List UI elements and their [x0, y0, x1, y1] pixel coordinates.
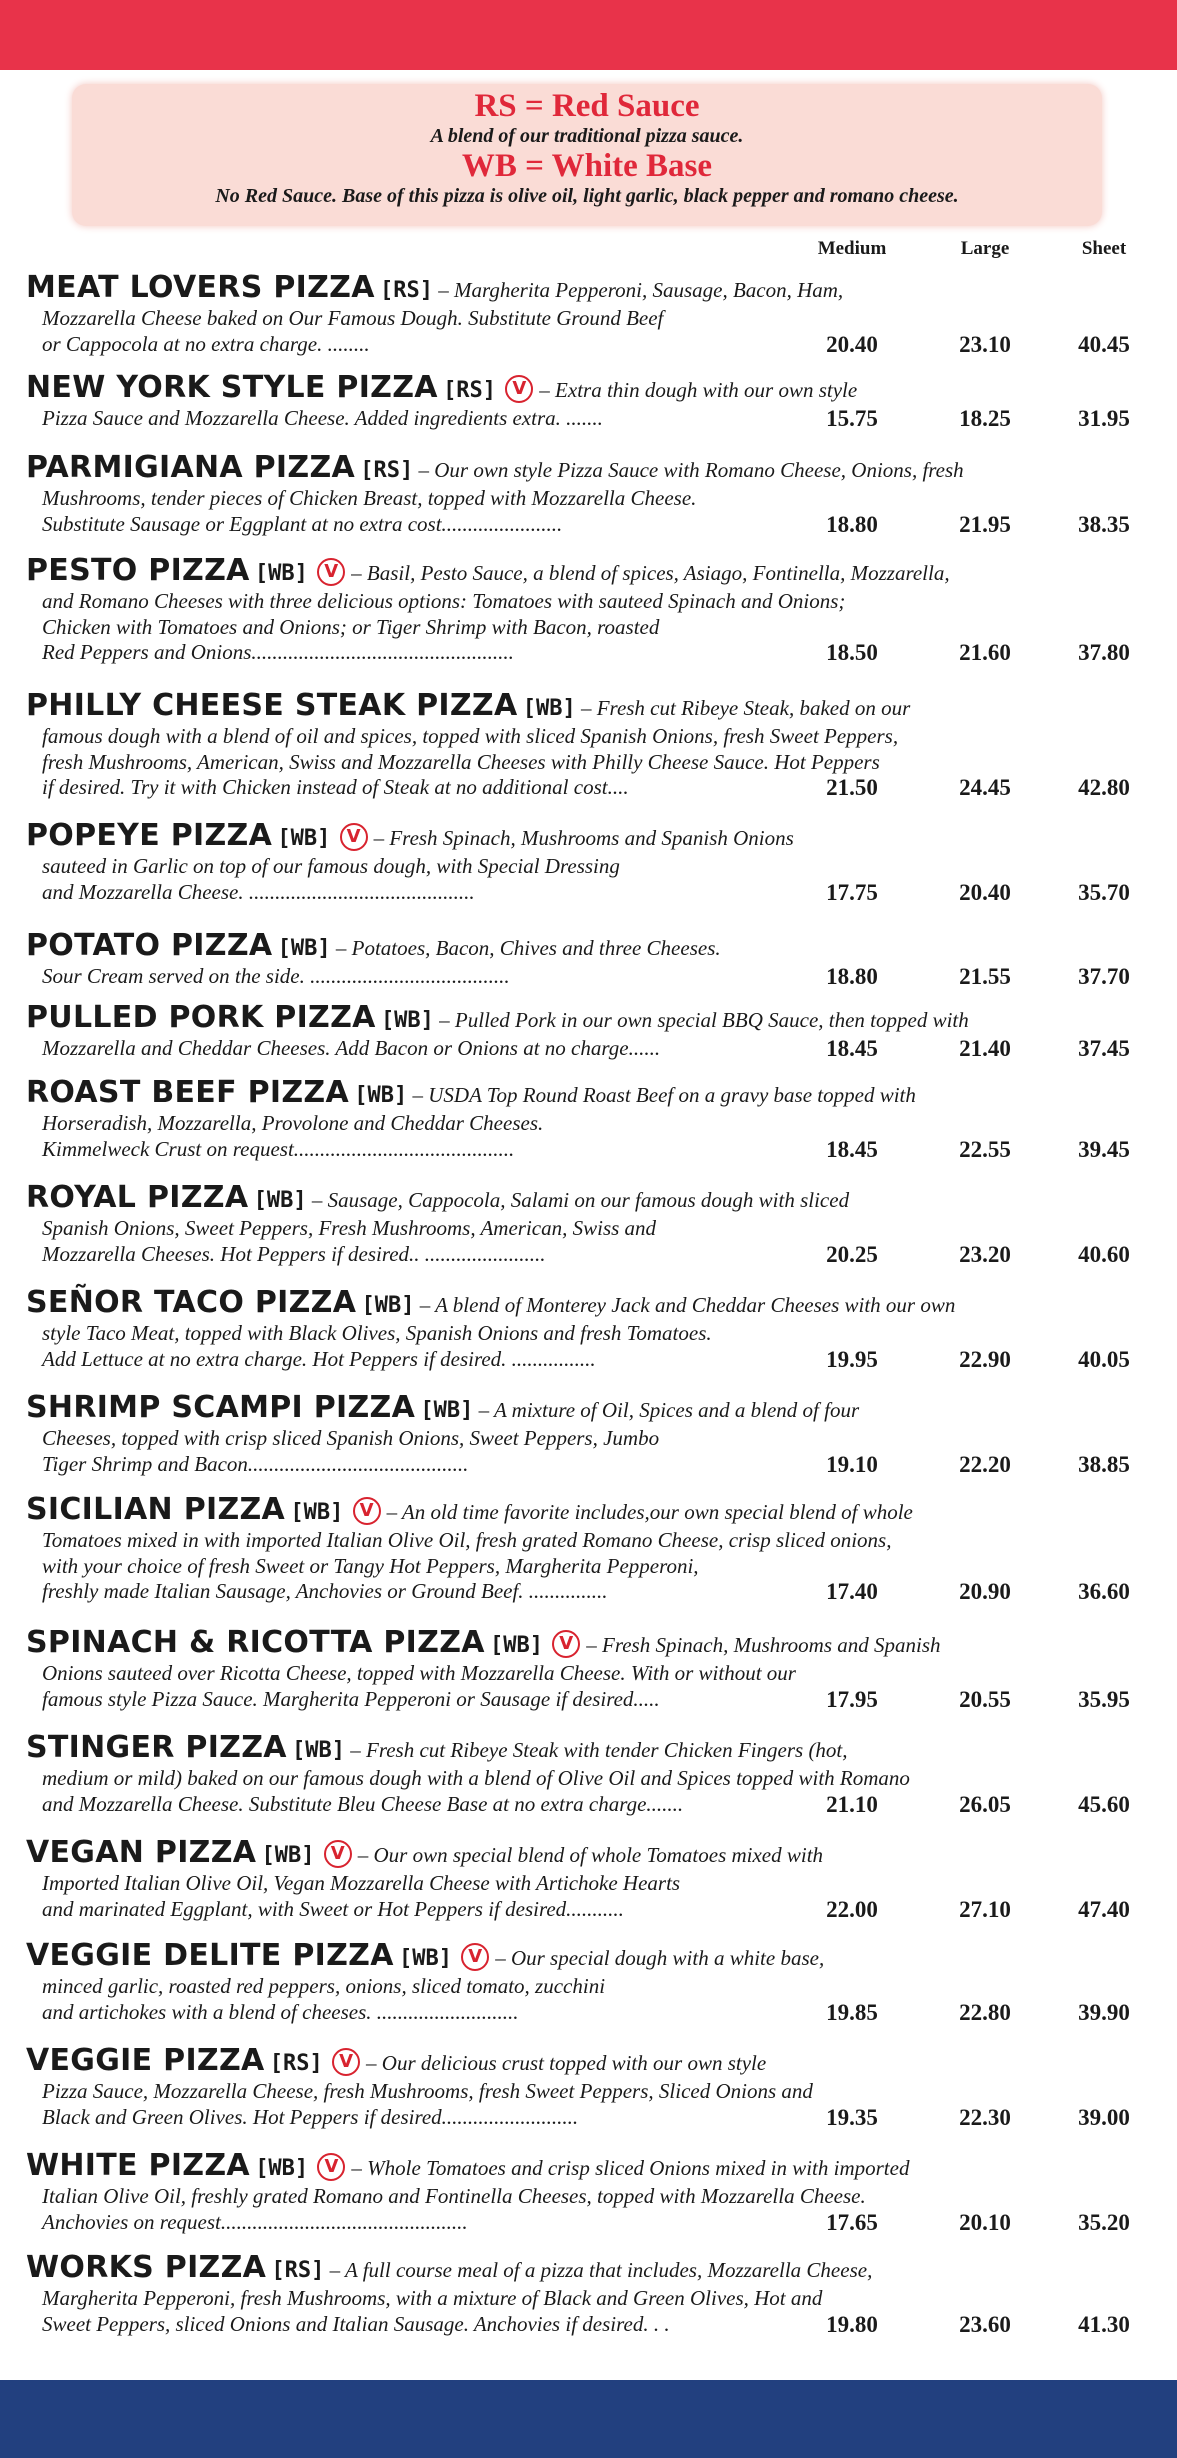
- menu-item-header: [26, 1075, 1150, 1111]
- menu-item: [26, 1285, 1150, 1372]
- menu-item: [26, 2250, 1150, 2337]
- menu-item-header: [26, 1000, 1150, 1036]
- column-header-large: Large: [960, 238, 1010, 259]
- menu-item-header: [26, 1492, 1150, 1528]
- pizza-description: Mushrooms, tender pieces of Chicken Breast, topped with Mozzarella Cheese.: [42, 486, 697, 510]
- price-large: 22.80: [959, 1999, 1011, 2025]
- price-medium: 20.40: [826, 331, 878, 357]
- pizza-description: – A blend of Monterey Jack and Cheddar Cheeses with our own: [419, 1293, 956, 1317]
- menu-item-description-line: [26, 406, 1150, 432]
- pizza-description: – Potatoes, Bacon, Chives and three Cheeses.: [335, 936, 721, 960]
- menu-item-description-line: [26, 1426, 1150, 1452]
- price-large: 21.40: [959, 1036, 1011, 1061]
- sauce-tag: [WB]: [254, 561, 308, 586]
- price-medium: 17.75: [826, 879, 878, 905]
- menu-item-description-line: [26, 1974, 1150, 2000]
- menu-item-description-line: [26, 1687, 1150, 1713]
- menu-item-description-line: [26, 1792, 1150, 1818]
- menu-item-description-line: [26, 486, 1150, 512]
- pizza-description: and Romano Cheeses with three delicious options: Tomatoes with sauteed Spinach and Onions;: [42, 589, 846, 613]
- pizza-description: Tomatoes mixed in with imported Italian Olive Oil, fresh grated Romano Cheese, crisp sliced onions,: [42, 1528, 892, 1552]
- pizza-description: – Pulled Pork in our own special BBQ Sauce, then topped with: [439, 1008, 969, 1032]
- top-color-band: [0, 0, 1177, 70]
- pizza-description: – Fresh Spinach, Mushrooms and Spanish Onions: [373, 826, 794, 850]
- price-sheet: 40.05: [1078, 1346, 1130, 1372]
- price-large: 20.55: [959, 1686, 1011, 1712]
- pizza-description: Cheeses, topped with crisp sliced Spanish Onions, Sweet Peppers, Jumbo: [42, 1426, 660, 1450]
- pizza-description: – Our own style Pizza Sauce with Romano Cheese, Onions, fresh: [418, 458, 964, 482]
- pizza-description: famous dough with a blend of oil and spices, topped with sliced Spanish Onions, fresh Sweet Peppers,: [42, 724, 899, 748]
- vegetarian-icon: V: [332, 2048, 360, 2076]
- price-sheet: 40.60: [1078, 1241, 1130, 1267]
- pizza-description: – Fresh cut Ribeye Steak, baked on our: [580, 696, 911, 720]
- pizza-description: – Basil, Pesto Sauce, a blend of spices, Asiago, Fontinella, Mozzarella,: [351, 561, 950, 585]
- column-header-medium: Medium: [817, 238, 887, 259]
- price-large: 22.20: [959, 1451, 1011, 1477]
- pizza-description: Red Peppers and Onions..................................................: [42, 640, 514, 664]
- menu-item: [26, 1180, 1150, 1267]
- price-medium: 18.80: [826, 511, 878, 537]
- pizza-name: STINGER PIZZA: [26, 1730, 287, 1765]
- pizza-description: or Cappocola at no extra charge. ........: [42, 331, 370, 356]
- price-large: 22.90: [959, 1346, 1011, 1372]
- sauce-tag: [WB]: [261, 1843, 315, 1868]
- pizza-name: SEÑOR TACO PIZZA: [26, 1285, 357, 1320]
- pizza-name: POTATO PIZZA: [26, 928, 273, 963]
- menu-item-header: [26, 553, 1150, 589]
- pizza-name: NEW YORK STYLE PIZZA: [26, 370, 438, 405]
- pizza-description: medium or mild) baked on our famous dough with a blend of Olive Oil and Spices topped with Romano: [42, 1766, 910, 1790]
- pizza-description: and artichokes with a blend of cheeses. ...........................: [42, 1999, 519, 2024]
- pizza-name: PHILLY CHEESE STEAK PIZZA: [26, 688, 518, 723]
- pizza-description: fresh Mushrooms, American, Swiss and Mozzarella Cheeses with Philly Cheese Sauce. Hot Peppers: [42, 749, 880, 774]
- menu-item-description-line: [26, 306, 1150, 332]
- pizza-name: SICILIAN PIZZA: [26, 1492, 286, 1527]
- pizza-description: – USDA Top Round Roast Beef on a gravy base topped with: [412, 1083, 916, 1107]
- pizza-description: and marinated Eggplant, with Sweet or Hot Peppers if desired...........: [42, 1896, 624, 1921]
- menu-item-description-line: [26, 1579, 1150, 1605]
- price-sheet: 42.80: [1078, 775, 1130, 800]
- menu-item: [26, 1000, 1150, 1062]
- menu-item-description-line: [26, 1554, 1150, 1580]
- price-large: 21.95: [959, 511, 1011, 537]
- price-large: 18.25: [959, 406, 1011, 431]
- price-large: 23.20: [959, 1241, 1011, 1267]
- pizza-description: – Our special dough with a white base,: [495, 1946, 825, 1970]
- price-sheet: 35.70: [1078, 879, 1130, 905]
- vegetarian-icon: V: [505, 375, 533, 403]
- menu-item-description-line: [26, 1036, 1150, 1062]
- price-medium: 19.95: [826, 1346, 878, 1372]
- price-sheet: 39.00: [1078, 2104, 1130, 2130]
- pizza-name: PARMIGIANA PIZZA: [26, 450, 356, 485]
- vegetarian-icon: V: [353, 1497, 381, 1525]
- price-sheet: 35.20: [1078, 2209, 1130, 2235]
- menu-item-description-line: [26, 1452, 1150, 1478]
- sauce-tag: [RS]: [360, 458, 414, 483]
- pizza-description: Onions sauteed over Ricotta Cheese, topped with Mozzarella Cheese. With or without our: [42, 1661, 796, 1685]
- pizza-name: WORKS PIZZA: [26, 2250, 267, 2285]
- menu-item-description-line: [26, 750, 1150, 776]
- pizza-description: famous style Pizza Sauce. Margherita Pepperoni or Sausage if desired.....: [42, 1686, 660, 1711]
- pizza-description: Substitute Sausage or Eggplant at no extra cost.......................: [42, 511, 563, 536]
- pizza-description: Mozzarella and Cheddar Cheeses. Add Bacon or Onions at no charge......: [42, 1036, 661, 1060]
- pizza-name: PESTO PIZZA: [26, 553, 250, 588]
- menu-item-description-line: [26, 2184, 1150, 2210]
- sauce-tag: [WB]: [277, 826, 331, 851]
- vegetarian-icon: V: [317, 2153, 345, 2181]
- pizza-name: VEGGIE DELITE PIZZA: [26, 1938, 394, 1973]
- menu-item-description-line: [26, 2312, 1150, 2338]
- menu-item-description-line: [26, 640, 1150, 666]
- price-sheet: 37.45: [1078, 1036, 1130, 1061]
- price-medium: 18.50: [826, 640, 878, 665]
- price-large: 22.30: [959, 2104, 1011, 2130]
- pizza-description: Sweet Peppers, sliced Onions and Italian Sausage. Anchovies if desired. . .: [42, 2311, 670, 2336]
- menu-item-header: [26, 2148, 1150, 2184]
- pizza-description: Pizza Sauce, Mozzarella Cheese, fresh Mushrooms, fresh Sweet Peppers, Sliced Onions and: [42, 2079, 813, 2103]
- sauce-tag: [WB]: [290, 1500, 344, 1525]
- menu-item-description-line: [26, 880, 1150, 906]
- menu-item-description-line: [26, 615, 1150, 641]
- menu-item-description-line: [26, 1766, 1150, 1792]
- pizza-name: VEGGIE PIZZA: [26, 2043, 265, 2078]
- menu-item-description-line: [26, 2079, 1150, 2105]
- pizza-name: ROAST BEEF PIZZA: [26, 1075, 349, 1110]
- pizza-description: – A mixture of Oil, Spices and a blend of four: [478, 1398, 860, 1422]
- menu-item: [26, 2148, 1150, 2235]
- pizza-description: – An old time favorite includes,our own special blend of whole: [386, 1500, 913, 1524]
- pizza-description: sauteed in Garlic on top of our famous dough, with Special Dressing: [42, 854, 620, 878]
- legend-wb-description: No Red Sauce. Base of this pizza is olive oil, light garlic, black pepper and romano cheese.: [215, 185, 959, 207]
- pizza-description: minced garlic, roasted red peppers, onions, sliced tomato, zucchini: [42, 1974, 606, 1998]
- pizza-name: ROYAL PIZZA: [26, 1180, 249, 1215]
- menu-item: [26, 1492, 1150, 1605]
- menu-item-header: [26, 270, 1150, 306]
- menu-item-description-line: [26, 2210, 1150, 2236]
- sauce-tag: [WB]: [361, 1293, 415, 1318]
- menu-item-header: [26, 450, 1150, 486]
- pizza-name: VEGAN PIZZA: [26, 1835, 257, 1870]
- price-medium: 18.80: [826, 964, 878, 989]
- menu-item-header: [26, 1835, 1150, 1871]
- price-sheet: 39.90: [1078, 1999, 1130, 2025]
- pizza-description: – Fresh cut Ribeye Steak with tender Chicken Fingers (hot,: [350, 1738, 848, 1762]
- price-medium: 18.45: [826, 1136, 878, 1162]
- pizza-description: freshly made Italian Sausage, Anchovies or Ground Beef. ...............: [42, 1579, 608, 1603]
- pizza-description: Imported Italian Olive Oil, Vegan Mozzarella Cheese with Artichoke Hearts: [42, 1871, 681, 1895]
- menu-item: [26, 1835, 1150, 1922]
- price-medium: 17.95: [826, 1686, 878, 1712]
- price-sheet: 35.95: [1078, 1686, 1130, 1712]
- pizza-description: Sour Cream served on the side. ......................................: [42, 964, 510, 988]
- menu-item-description-line: [26, 2105, 1150, 2131]
- menu-item: [26, 1938, 1150, 2025]
- price-large: 23.10: [959, 331, 1011, 357]
- price-large: 20.40: [959, 879, 1011, 905]
- menu-item: [26, 688, 1150, 801]
- price-medium: 19.80: [826, 2311, 878, 2337]
- menu-item-description-line: [26, 1661, 1150, 1687]
- legend-rs-description: A blend of our traditional pizza sauce.: [430, 125, 744, 147]
- menu-item-header: [26, 2250, 1150, 2286]
- price-sheet: 40.45: [1078, 331, 1130, 357]
- pizza-description: Anchovies on request...............................................: [42, 2209, 468, 2234]
- menu-item: [26, 818, 1150, 905]
- menu-item-description-line: [26, 1111, 1150, 1137]
- pizza-description: Black and Green Olives. Hot Peppers if desired..........................: [42, 2104, 579, 2129]
- pizza-description: Tiger Shrimp and Bacon..........................................: [42, 1451, 469, 1476]
- menu-item: [26, 2043, 1150, 2130]
- price-medium: 17.65: [826, 2209, 878, 2235]
- price-medium: 18.45: [826, 1036, 878, 1061]
- menu-item: [26, 928, 1150, 990]
- vegetarian-icon: V: [324, 1840, 352, 1868]
- menu-item: [26, 450, 1150, 537]
- column-header-sheet: Sheet: [1081, 238, 1127, 259]
- pizza-name: SPINACH & RICOTTA PIZZA: [26, 1625, 485, 1660]
- price-medium: 17.40: [826, 1579, 878, 1604]
- menu-item: [26, 1075, 1150, 1162]
- menu-item-description-line: [26, 1321, 1150, 1347]
- sauce-tag: [RS]: [443, 378, 497, 403]
- pizza-description: and Mozzarella Cheese. Substitute Bleu Cheese Base at no extra charge.......: [42, 1791, 684, 1816]
- menu-item: [26, 1730, 1150, 1817]
- pizza-name: WHITE PIZZA: [26, 2148, 250, 2183]
- menu-item-header: [26, 818, 1150, 854]
- sauce-legend: [72, 84, 1102, 226]
- pizza-description: – Whole Tomatoes and crisp sliced Onions mixed in with imported: [351, 2156, 910, 2180]
- pizza-description: Italian Olive Oil, freshly grated Romano and Fontinella Cheeses, topped with Mozzarella Cheese.: [42, 2184, 866, 2208]
- menu-item: [26, 553, 1150, 666]
- price-large: 27.10: [959, 1896, 1011, 1922]
- menu-item-header: [26, 370, 1150, 406]
- pizza-description: – Our own special blend of whole Tomatoes mixed with: [357, 1843, 824, 1867]
- pizza-description: Chicken with Tomatoes and Onions; or Tiger Shrimp with Bacon, roasted: [42, 614, 660, 639]
- sauce-tag: [WB]: [420, 1398, 474, 1423]
- menu-item-description-line: [26, 589, 1150, 615]
- price-sheet: 39.45: [1078, 1136, 1130, 1162]
- menu-item-description-line: [26, 1242, 1150, 1268]
- price-medium: 21.50: [826, 775, 878, 800]
- price-large: 21.55: [959, 964, 1011, 989]
- menu-item-header: [26, 928, 1150, 964]
- price-medium: 15.75: [826, 406, 878, 431]
- price-large: 22.55: [959, 1136, 1011, 1162]
- pizza-description: – A full course meal of a pizza that includes, Mozzarella Cheese,: [329, 2258, 873, 2282]
- pizza-description: – Our delicious crust topped with our own style: [366, 2051, 767, 2075]
- menu-item-description-line: [26, 1871, 1150, 1897]
- price-large: 26.05: [959, 1791, 1011, 1817]
- menu-item: [26, 370, 1150, 432]
- pizza-description: – Sausage, Cappocola, Salami on our famous dough with sliced: [311, 1188, 850, 1212]
- menu-item-description-line: [26, 332, 1150, 358]
- pizza-description: Kimmelweck Crust on request..........................................: [42, 1136, 515, 1161]
- price-sheet: 41.30: [1078, 2311, 1130, 2337]
- sauce-tag: [WB]: [255, 2156, 309, 2181]
- pizza-name: PULLED PORK PIZZA: [26, 1000, 376, 1035]
- price-sheet: 31.95: [1078, 406, 1130, 431]
- pizza-description: – Extra thin dough with our own style: [539, 378, 858, 402]
- menu-item-header: [26, 2043, 1150, 2079]
- sauce-tag: [WB]: [277, 936, 331, 961]
- menu-item-description-line: [26, 1216, 1150, 1242]
- vegetarian-icon: V: [340, 823, 368, 851]
- pizza-name: MEAT LOVERS PIZZA: [26, 270, 375, 305]
- price-medium: 19.85: [826, 1999, 878, 2025]
- menu-item-description-line: [26, 964, 1150, 990]
- menu-item: [26, 1390, 1150, 1477]
- menu-item-header: [26, 1625, 1150, 1661]
- menu-item-description-line: [26, 512, 1150, 538]
- price-medium: 19.10: [826, 1451, 878, 1477]
- price-sheet: 36.60: [1078, 1579, 1130, 1604]
- price-large: 24.45: [959, 775, 1011, 800]
- price-medium: 21.10: [826, 1791, 878, 1817]
- menu-item-description-line: [26, 2286, 1150, 2312]
- menu-item-description-line: [26, 775, 1150, 801]
- menu-item-header: [26, 1180, 1150, 1216]
- menu-item-header: [26, 688, 1150, 724]
- price-large: 20.90: [959, 1579, 1011, 1604]
- pizza-description: Spanish Onions, Sweet Peppers, Fresh Mushrooms, American, Swiss and: [42, 1216, 657, 1240]
- pizza-description: if desired. Try it with Chicken instead of Steak at no additional cost....: [42, 775, 629, 799]
- sauce-tag: [WB]: [398, 1946, 452, 1971]
- menu-item-description-line: [26, 854, 1150, 880]
- pizza-description: Mozzarella Cheeses. Hot Peppers if desired.. .......................: [42, 1241, 546, 1266]
- pizza-description: Margherita Pepperoni, fresh Mushrooms, with a mixture of Black and Green Olives, Hot and: [42, 2286, 823, 2310]
- pizza-description: Pizza Sauce and Mozzarella Cheese. Added ingredients extra. .......: [42, 406, 603, 430]
- menu-item-description-line: [26, 1897, 1150, 1923]
- vegetarian-icon: V: [317, 558, 345, 586]
- price-large: 23.60: [959, 2311, 1011, 2337]
- bottom-color-band: [0, 2380, 1177, 2458]
- menu-item-description-line: [26, 1137, 1150, 1163]
- price-medium: 19.35: [826, 2104, 878, 2130]
- legend-rs-code: RS = Red Sauce: [474, 88, 700, 124]
- price-sheet: 47.40: [1078, 1896, 1130, 1922]
- menu-item-description-line: [26, 724, 1150, 750]
- pizza-description: – Fresh Spinach, Mushrooms and Spanish: [586, 1633, 941, 1657]
- pizza-description: style Taco Meat, topped with Black Olives, Spanish Onions and fresh Tomatoes.: [42, 1321, 712, 1345]
- pizza-description: and Mozzarella Cheese. ...........................................: [42, 879, 475, 904]
- menu-item-header: [26, 1390, 1150, 1426]
- sauce-tag: [WB]: [490, 1633, 543, 1658]
- pizza-description: – Margherita Pepperoni, Sausage, Bacon, Ham,: [438, 278, 844, 302]
- price-large: 21.60: [959, 640, 1011, 665]
- price-sheet: 37.70: [1078, 964, 1130, 989]
- menu-item: [26, 270, 1150, 357]
- menu-item-description-line: [26, 2000, 1150, 2026]
- price-medium: 22.00: [826, 1896, 878, 1922]
- legend-wb-code: WB = White Base: [461, 148, 713, 184]
- pizza-description: Add Lettuce at no extra charge. Hot Peppers if desired. ................: [42, 1346, 596, 1371]
- menu-item-description-line: [26, 1347, 1150, 1373]
- menu-item-header: [26, 1285, 1150, 1321]
- pizza-name: POPEYE PIZZA: [26, 818, 273, 853]
- menu-item-header: [26, 1938, 1150, 1974]
- price-sheet: 38.35: [1078, 511, 1130, 537]
- menu-item: [26, 1625, 1150, 1712]
- vegetarian-icon: V: [552, 1630, 580, 1658]
- sauce-tag: [WB]: [253, 1188, 307, 1213]
- pizza-name: SHRIMP SCAMPI PIZZA: [26, 1390, 416, 1425]
- sauce-tag: [RS]: [379, 278, 433, 303]
- menu-item-header: [26, 1730, 1150, 1766]
- price-sheet: 38.85: [1078, 1451, 1130, 1477]
- sauce-tag: [WB]: [292, 1738, 346, 1763]
- sauce-tag: [RS]: [269, 2051, 323, 2076]
- sauce-tag: [WB]: [354, 1083, 408, 1108]
- vegetarian-icon: V: [461, 1943, 489, 1971]
- pizza-description: Mozzarella Cheese baked on Our Famous Dough. Substitute Ground Beef: [42, 306, 664, 330]
- price-sheet: 45.60: [1078, 1791, 1130, 1817]
- price-large: 20.10: [959, 2209, 1011, 2235]
- sauce-tag: [RS]: [271, 2258, 325, 2283]
- sauce-tag: [WB]: [522, 696, 576, 721]
- pizza-description: with your choice of fresh Sweet or Tangy Hot Peppers, Margherita Pepperoni,: [42, 1553, 699, 1578]
- price-medium: 20.25: [826, 1241, 878, 1267]
- price-sheet: 37.80: [1078, 640, 1130, 665]
- sauce-tag: [WB]: [380, 1008, 434, 1033]
- menu-item-description-line: [26, 1528, 1150, 1554]
- pizza-description: Horseradish, Mozzarella, Provolone and Cheddar Cheeses.: [42, 1111, 544, 1135]
